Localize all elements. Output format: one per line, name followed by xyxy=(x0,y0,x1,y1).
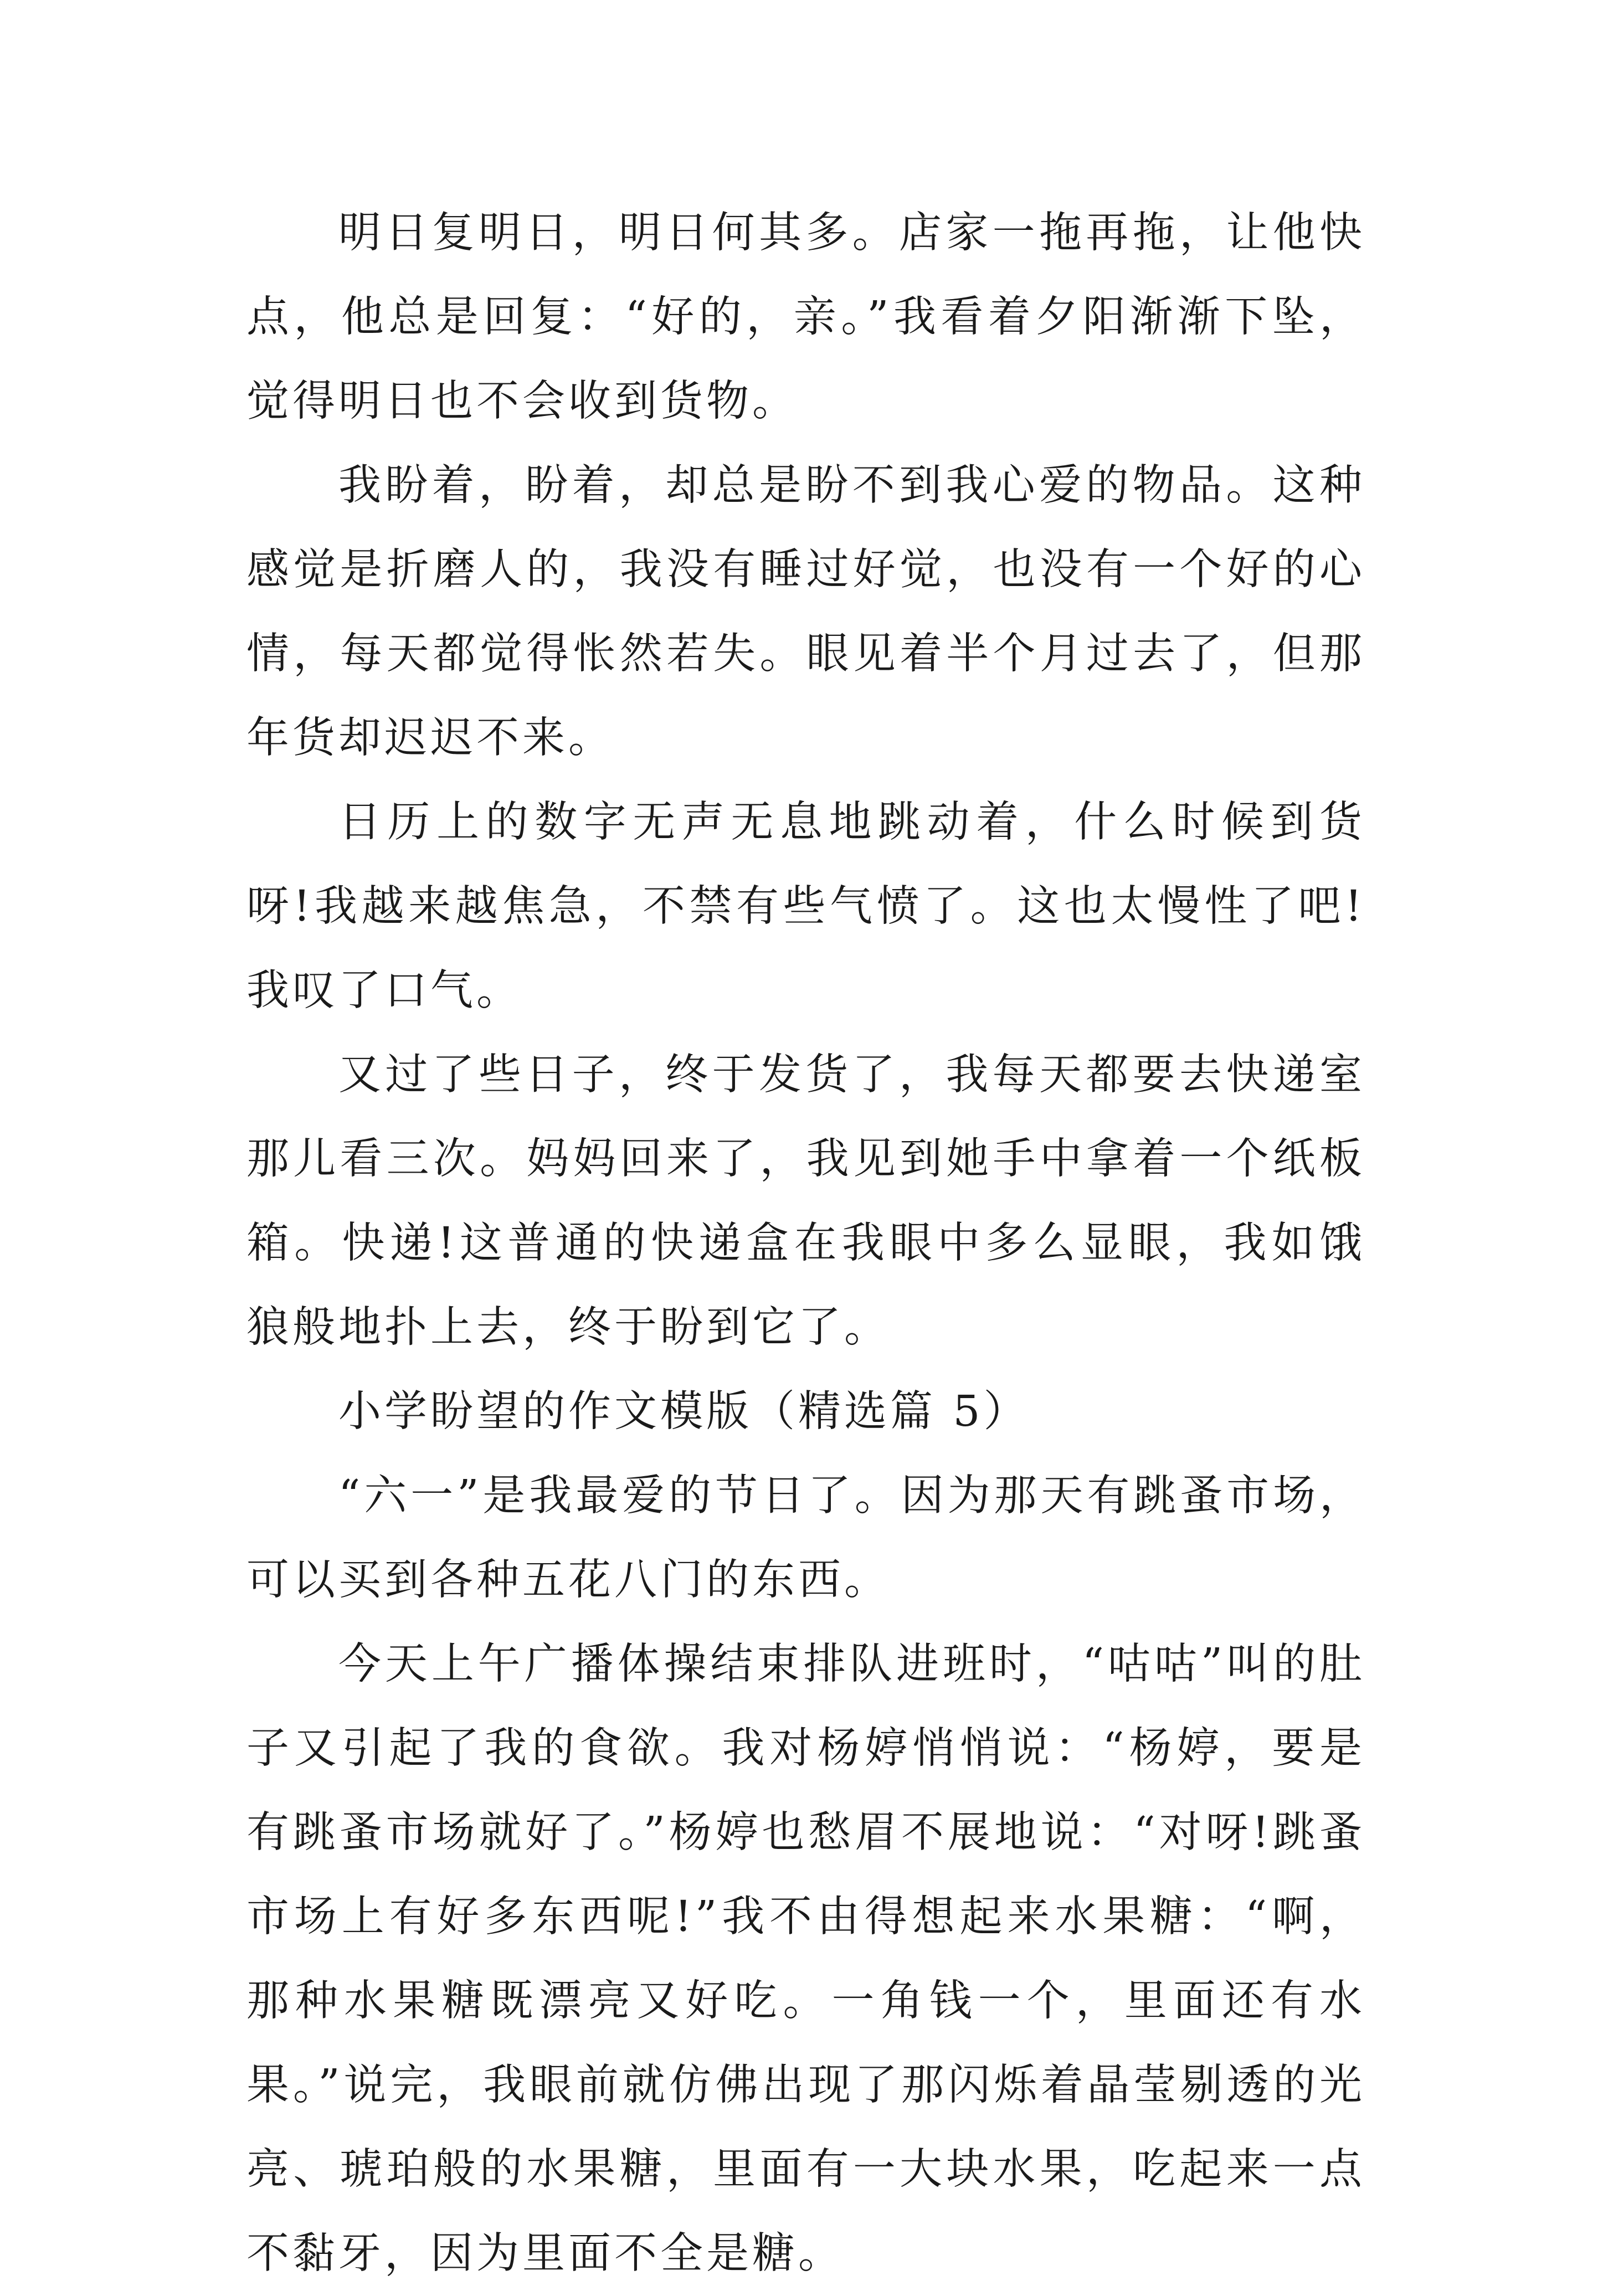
paragraph-2: 我盼着，盼着，却总是盼不到我心爱的物品。这种感觉是折磨人的，我没有睡过好觉，也没有一个好的心情，每天都觉得怅然若失。眼见着半个月过去了，但那年货却迟迟不来。 xyxy=(246,461,1365,763)
paragraph-1: 明日复明日，明日何其多。店家一拖再拖，让他快点，他总是回复：“好的，亲。”我看着夕阳渐渐下坠，觉得明日也不会收到货物。 xyxy=(246,208,1365,426)
paragraph-6: 今天上午广播体操结束排队进班时，“咕咕”叫的肚子又引起了我的食欲。我对杨婷悄悄说：“杨婷，要是有跳蚤市场就好了。”杨婷也愁眉不展地说：“对呀!跳蚤市场上有好多东西呢!”我不由得想起来水果糖：“啊，那种水果糖既漂亮又好吃。一角钱一个，里面还有水果。”说完，我眼前就仿佛出现了那闪烁着晶莹剔透的光亮、琥珀般的水果糖，里面有一大块水果，吃起来一点不黏牙，因为里面不全是糖。 xyxy=(246,1640,1365,2278)
document-body xyxy=(246,191,1365,2296)
paragraph-3: 日历上的数字无声无息地跳动着，什么时候到货呀!我越来越焦急，不禁有些气愤了。这也太慢性了吧!我叹了口气。 xyxy=(246,798,1365,1015)
section-heading: 小学盼望的作文模版（精选篇 5） xyxy=(338,1387,1030,1436)
paragraph-4: 又过了些日子，终于发货了，我每天都要去快递室那儿看三次。妈妈回来了，我见到她手中拿着一个纸板箱。快递!这普通的快递盒在我眼中多么显眼，我如饿狼般地扑上去，终于盼到它了。 xyxy=(246,1050,1365,1352)
paragraph-5: “六一”是我最爱的节日了。因为那天有跳蚤市场，可以买到各种五花八门的东西。 xyxy=(246,1471,1365,1605)
